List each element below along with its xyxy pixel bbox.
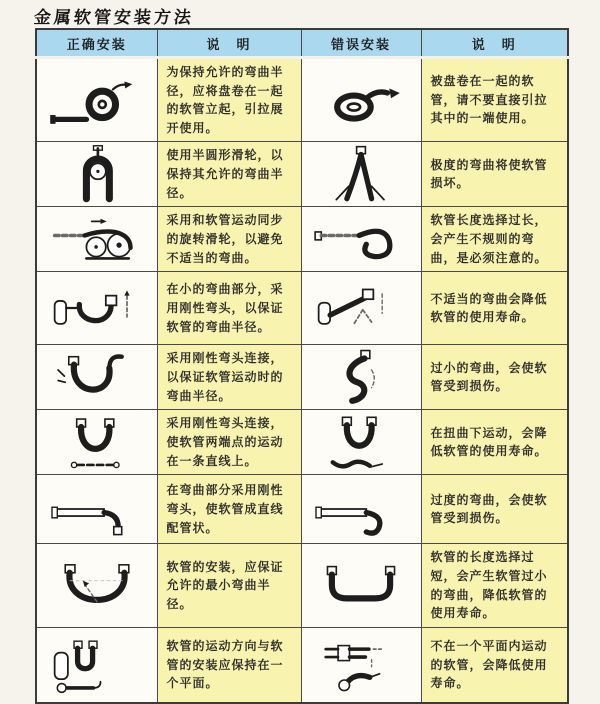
table-row bbox=[36, 345, 568, 410]
correct-illustration-cell bbox=[36, 410, 157, 475]
correct-description-cell bbox=[157, 272, 301, 345]
extreme-bend-icon bbox=[303, 144, 420, 204]
table-row bbox=[36, 207, 568, 272]
wrong-illustration-cell bbox=[301, 410, 421, 475]
correct-description-cell bbox=[157, 475, 301, 544]
correct-illustration-cell bbox=[36, 627, 157, 703]
too-small-bend-icon bbox=[303, 347, 420, 407]
rigid-elbow-u-icon bbox=[38, 347, 156, 407]
correct-description-cell bbox=[157, 142, 301, 207]
correct-illustration-cell bbox=[36, 544, 157, 627]
wrong-illustration-cell bbox=[301, 142, 421, 207]
table-row bbox=[36, 475, 568, 544]
table-row bbox=[36, 627, 568, 703]
installation-table bbox=[35, 28, 569, 704]
description-text: 过度的弯曲，会使软管受到损伤。 bbox=[430, 492, 548, 526]
wrong-illustration-cell bbox=[301, 544, 421, 627]
coiled-hose-pulled-icon bbox=[303, 70, 420, 130]
table-row bbox=[36, 58, 568, 142]
correct-description-cell bbox=[157, 58, 301, 142]
description-text: 采用和软管运动同步的旋转滑轮，以避免不适当的弯曲。 bbox=[166, 213, 284, 265]
wrong-description-cell bbox=[421, 410, 568, 475]
correct-description-cell bbox=[157, 207, 301, 272]
wrong-illustration-cell bbox=[301, 345, 421, 410]
non-planar-motion-icon bbox=[303, 635, 420, 695]
same-plane-motion-icon bbox=[38, 635, 156, 695]
endpoints-straight-line-icon bbox=[38, 412, 156, 472]
synchronized-rollers-icon bbox=[38, 209, 156, 269]
header-wrong-description: 说 明 bbox=[421, 29, 568, 58]
correct-description-cell bbox=[157, 544, 301, 627]
table-row bbox=[36, 544, 568, 627]
wrong-description-cell bbox=[421, 272, 568, 345]
description-text: 使用半圆形滑轮，以保持其允许的弯曲半径。 bbox=[166, 148, 284, 200]
description-text: 被盘卷在一起的软管，请不要直接引拉其中的一端使用。 bbox=[430, 74, 548, 126]
wrong-illustration-cell bbox=[301, 58, 421, 142]
correct-illustration-cell bbox=[36, 475, 157, 544]
rigid-elbow-small-bend-icon bbox=[38, 278, 156, 338]
correct-illustration-cell bbox=[36, 272, 157, 345]
wrong-description-cell bbox=[421, 345, 568, 410]
semicircular-pulley-icon bbox=[38, 144, 156, 204]
wrong-illustration-cell bbox=[301, 207, 421, 272]
correct-description-cell bbox=[157, 627, 301, 703]
description-text: 不在一个平面内运动的软管，会降低使用寿命。 bbox=[430, 639, 548, 691]
description-text: 为保持允许的弯曲半径，应将盘卷在一起的软管立起，引拉展开使用。 bbox=[166, 65, 284, 135]
wrong-description-cell bbox=[421, 544, 568, 627]
description-text: 在小的弯曲部分，采用刚性弯头，以保证软管的弯曲半径。 bbox=[166, 282, 284, 334]
table-row bbox=[36, 410, 568, 475]
page-title: 金属软管安装方法 bbox=[32, 8, 195, 27]
too-short-hose-icon bbox=[303, 556, 420, 616]
description-text: 软管的运动方向与软管的安装应保持在一个平面。 bbox=[166, 639, 284, 691]
wrong-illustration-cell bbox=[301, 475, 421, 544]
wrong-description-cell bbox=[421, 627, 568, 703]
description-text: 软管长度选择过长，会产生不规则的弯曲，是必须注意的。 bbox=[430, 213, 548, 265]
straight-piping-elbow-icon bbox=[38, 479, 156, 539]
header-correct-description: 说 明 bbox=[157, 29, 301, 58]
correct-description-cell bbox=[157, 345, 301, 410]
wrong-description-cell bbox=[421, 58, 568, 142]
correct-illustration-cell bbox=[36, 207, 157, 272]
improper-bend-icon bbox=[303, 278, 420, 338]
description-text: 软管的长度选择过短，会产生软管过小的弯曲，降低软管的使用寿命。 bbox=[430, 550, 548, 621]
description-text: 极度的弯曲将使软管损坏。 bbox=[430, 157, 548, 191]
correct-description-cell bbox=[157, 410, 301, 475]
correct-illustration-cell bbox=[36, 58, 157, 142]
description-text: 不适当的弯曲会降低软管的使用寿命。 bbox=[430, 291, 548, 325]
wrong-description-cell bbox=[421, 142, 568, 207]
twisted-motion-icon bbox=[303, 412, 420, 472]
wrong-illustration-cell bbox=[301, 627, 421, 703]
header-correct-install: 正确安装 bbox=[36, 29, 157, 58]
description-text: 采用刚性弯头连接，以保证软管运动时的弯曲半径。 bbox=[166, 351, 284, 403]
wrong-description-cell bbox=[421, 475, 568, 544]
correct-illustration-cell bbox=[36, 345, 157, 410]
table-row bbox=[36, 142, 568, 207]
excessive-bend-icon bbox=[303, 479, 420, 539]
correct-illustration-cell bbox=[36, 142, 157, 207]
wrong-illustration-cell bbox=[301, 272, 421, 345]
description-text: 过小的弯曲，会使软管受到损伤。 bbox=[430, 360, 548, 394]
irregular-loop-icon bbox=[303, 209, 420, 269]
table-row bbox=[36, 272, 568, 345]
min-bend-radius-icon bbox=[38, 556, 156, 616]
header-row bbox=[36, 29, 568, 58]
description-text: 在弯曲部分采用刚性弯头，使软管成直线配管状。 bbox=[166, 483, 284, 535]
header-wrong-install: 错误安装 bbox=[301, 29, 421, 58]
description-text: 软管的安装，应保证允许的最小弯曲半径。 bbox=[166, 559, 284, 611]
description-text: 采用刚性弯头连接，使软管两端点的运动在一条直线上。 bbox=[166, 416, 284, 468]
coiled-hose-standing-icon bbox=[38, 70, 156, 130]
wrong-description-cell bbox=[421, 207, 568, 272]
description-text: 在扭曲下运动，会降低软管的使用寿命。 bbox=[430, 425, 548, 459]
